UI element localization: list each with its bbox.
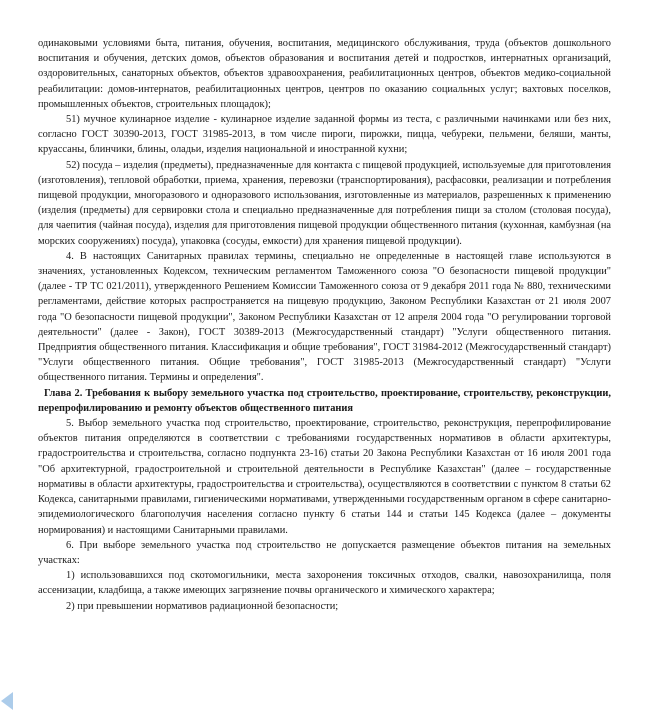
chapter-2-heading: Глава 2. Требования к выбору земельного участка под строительство, проектирование, строительству, реконструкции, перепрофилированию и ремонту объектов общественного питания: [38, 387, 611, 414]
paragraph-continuation: одинаковыми условиями быта, питания, обучения, воспитания, медицинского обслуживания, труда (объектов дошкольного воспитания и обучения, детских домов, объектов образования и воспитания детей и подростков, интернатных организаций, оздоровительных, санаторных объектов, объектов здравоохранения, реабилитационных центров, объектов медико-социальной реабилитации: домов-интернатов, реабилитационных центров, центров по оказанию социальных услуг; вахтовых поселков, промышленных объектов, строительных площадок);: [38, 38, 611, 110]
paragraph-clause-5: 5. Выбор земельного участка под строительство, проектирование, строительство, реконструкция, перепрофилирование объектов питания определяются в соответствии с требованиями государственных нормативов в области архитектуры, градостроительства и строительства, согласно подпункта 23-16) статьи 20 Закона Республики Казахстан от 16 июля 2001 года "Об архитектурной, градостроительной и строительной деятельности в Республике Казахстан" (далее – государственные нормативы в области архитектуры, градостроительства и строительства), осуществляются в соответствии с пунктом 8 статьи 62 Кодекса, санитарными правилами, гигиеническими нормативами, утвержденными государственным органом в сфере санитарно-эпидемиологического благополучия населения согласно пункту 6 статьи 144 и статьи 145 Кодекса (далее – документы нормирования) и настоящими Санитарными правилами.: [38, 418, 611, 536]
paragraph-clause-4: 4. В настоящих Санитарных правилах термины, специально не определенные в настоящей главе используются в значениях, установленных Кодексом, техническим регламентом Таможенного союза "О безопасности пищевой продукции" (далее - ТР ТС 021/2011), утвержденного Решением Комиссии Таможенного союза от 9 декабря 2011 года № 880, техническими регламентами, действие которых распространяется на пищевую продукцию, Законом Республики Казахстан от 21 июля 2007 года "О безопасности пищевой продукции", Законом Республики Казахстан от 12 апреля 2004 года "О регулировании торговой деятельности" (далее - Закон), ГОСТ 30389-2013 (Межгосударственный стандарт) "Услуги общественного питания. Предприятия общественного питания. Классификация и общие требования", ГОСТ 31984-2012 (Межгосударственный стандарт) "Услуги общественного питания. Общие требования", ГОСТ 31985-2013 (Межгосударственный стандарт) "Услуги общественного питания. Термины и определения".: [38, 250, 611, 384]
previous-page-arrow-icon[interactable]: [1, 692, 13, 710]
paragraph-item-51: 51) мучное кулинарное изделие - кулинарное изделие заданной формы из теста, с различными начинками или без них, согласно ГОСТ 30390-2013, ГОСТ 31985-2013, в том числе пироги, пирожки, пицца, чебуреки, пельмени, беляши, манты, круассаны, блинчики, блины, оладьи, изделия национальной и иностранной кухни;: [38, 114, 611, 156]
paragraph-subitem-1: 1) использовавшихся под скотомогильники, места захоронения токсичных отходов, свалки, навозохранилища, поля ассенизации, кладбища, а также имеющих загрязнение почвы органического и химического характера;: [38, 570, 611, 597]
paragraph-item-52: 52) посуда – изделия (предметы), предназначенные для контакта с пищевой продукцией, используемые для приготовления (изготовления), тепловой обработки, приема, хранения, перевозки (транспортирования), расфасовки, реализации и потребления пищевой продукции, многоразового и одноразового использования, изготовленные из материалов, разрешенных к применению (изделия (предметы) для сервировки стола и специально предназначенные для потребления пищи за столом (столовая посуда), для чаепития (чайная посуда), изделия для приготовления пищевой продукции общественного питания (кухонная, камбузная (на морских сооружениях) посуда), упаковка (сосуды, емкости) для хранения пищевой продукции).: [38, 159, 611, 247]
paragraph-clause-6: 6. При выборе земельного участка под строительство не допускается размещение объектов питания на земельных участках:: [38, 539, 611, 566]
paragraph-subitem-2: 2) при превышении нормативов радиационной безопасности;: [66, 600, 339, 612]
